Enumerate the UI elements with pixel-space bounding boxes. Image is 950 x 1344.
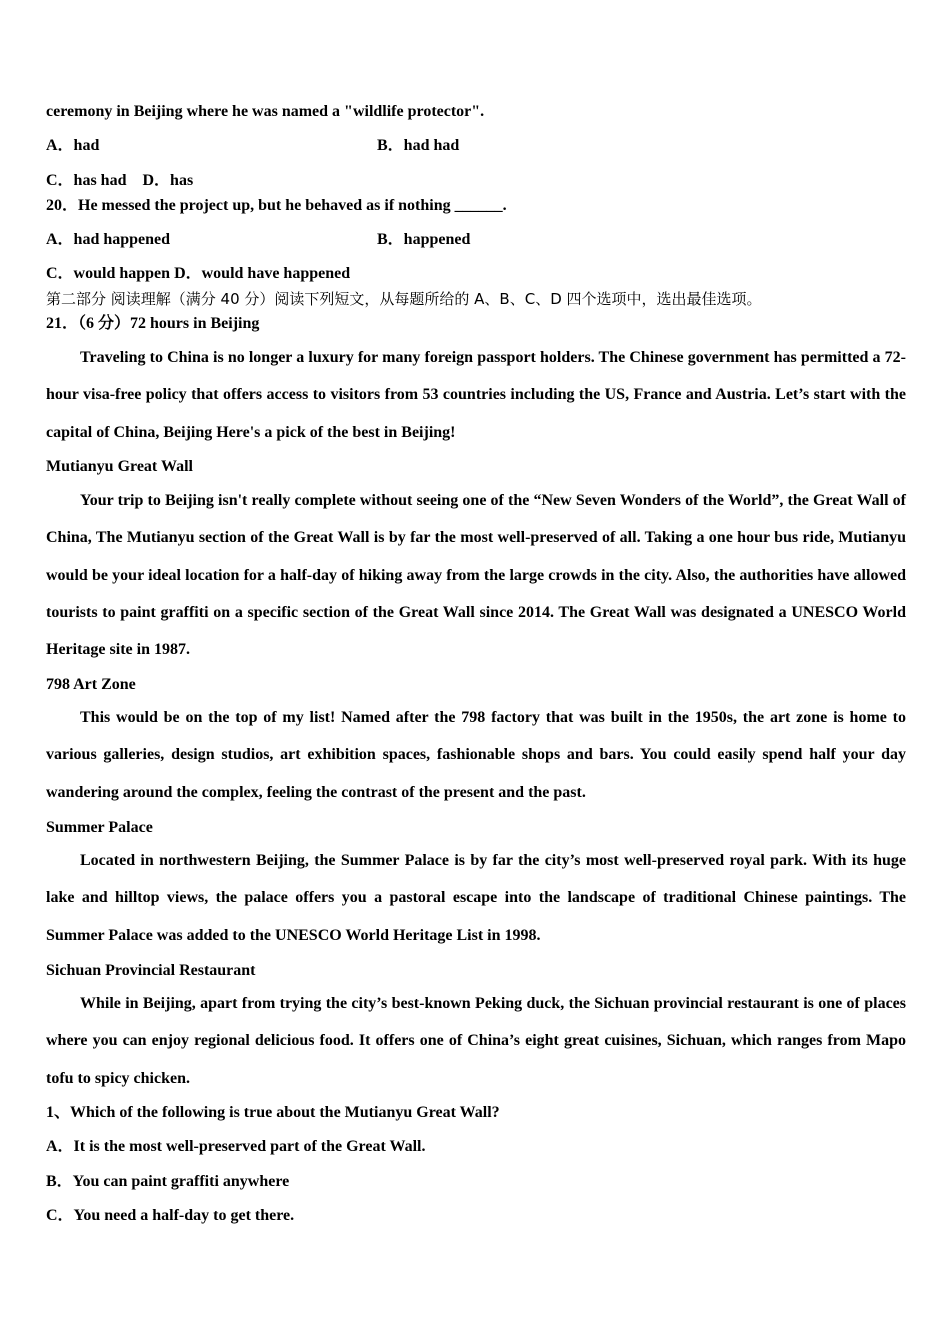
part-2-header: 第二部分 阅读理解（满分 40 分）阅读下列短文，从每题所给的 A、B、C、D 四个选项中，选出最佳选项。 xyxy=(46,290,762,308)
sub-question-1-option-b: B．You can paint graffiti anywhere xyxy=(46,1173,290,1190)
sub-question-1-option-c: C．You need a half-day to get there. xyxy=(46,1207,295,1224)
section-title-summer-palace: Summer Palace xyxy=(46,819,153,836)
question-19-options-cd xyxy=(46,171,193,191)
question-20-option-c: C．would happen xyxy=(46,265,171,282)
question-20-option-b: B．happened xyxy=(377,231,471,248)
section-text-798-art-zone: This would be on the top of my list! Named after the 798 factory that was built in the 1950s, the art zone is home to various galleries, design studios, art exhibition spaces, fashionable shops and bars. You could easily spend half your day wandering around the complex, feeling the contrast of the present and the past. xyxy=(46,709,906,801)
section-text-sichuan-restaurant: While in Beijing, apart from trying the city’s best-known Peking duck, the Sichuan provincial restaurant is one of places where you can enjoy regional delicious food. It offers one of China’s eight great cuisines, Sichuan, which ranges from Mapo tofu to spicy chicken. xyxy=(46,995,906,1087)
question-20-option-a: A．had happened xyxy=(46,231,171,248)
question-20-options-cd xyxy=(46,264,350,284)
question-19-stem-tail: ceremony in Beijing where he was named a "wildlife protector". xyxy=(46,103,485,120)
passage-heading: 21．（6 分）72 hours in Beijing xyxy=(46,315,260,332)
question-19-option-c: C．has had xyxy=(46,172,127,189)
passage-intro: Traveling to China is no longer a luxury for many foreign passport holders. The Chinese government has permitted a 72-hour visa-free policy that offers access to visitors from 53 countries including the US, France and Austria. Let’s start with the capital of China, Beijing Here's a pick of the best in Beijing! xyxy=(46,349,906,441)
question-19-option-a: A．had xyxy=(46,137,100,154)
question-20-stem: 20．He messed the project up, but he behaved as if nothing ______. xyxy=(46,197,507,214)
question-19-option-d: D．has xyxy=(142,172,194,189)
sub-question-1-stem: 1、Which of the following is true about the Mutianyu Great Wall? xyxy=(46,1104,500,1121)
section-title-mutianyu: Mutianyu Great Wall xyxy=(46,458,193,475)
question-19-option-b: B．had had xyxy=(377,137,460,154)
section-text-summer-palace: Located in northwestern Beijing, the Summer Palace is by far the city’s most well-preserved royal park. With its huge lake and hilltop views, the palace offers you a pastoral escape into the landscape of traditional Chinese paintings. The Summer Palace was added to the UNESCO World Heritage List in 1998. xyxy=(46,852,906,944)
section-title-798-art-zone: 798 Art Zone xyxy=(46,676,136,693)
section-title-sichuan-restaurant: Sichuan Provincial Restaurant xyxy=(46,962,256,979)
section-text-mutianyu: Your trip to Beijing isn't really complete without seeing one of the “New Seven Wonders of the World”, the Great Wall of China, The Mutianyu section of the Great Wall is by far the most well-preserved of all. Taking a one hour bus ride, Mutianyu would be your ideal location for a half-day of hiking away from the large crowds in the city. Also, the authorities have allowed tourists to paint graffiti on a specific section of the Great Wall since 2014. The Great Wall was designated a UNESCO World Heritage site in 1987. xyxy=(46,492,906,659)
sub-question-1-option-a: A．It is the most well-preserved part of the Great Wall. xyxy=(46,1138,426,1155)
question-20-option-d: D．would have happened xyxy=(174,265,351,282)
